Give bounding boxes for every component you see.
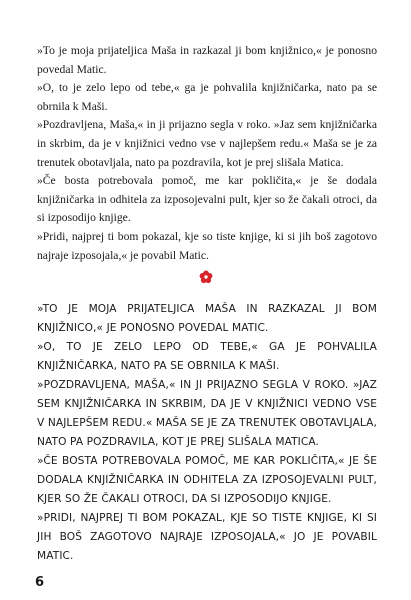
paragraph: »PRIDI, NAJPREJ TI BOM POKAZAL, KJE SO TISTE KNJIGE, KI SI JIH BOŠ ZAGOTOVO NAJRAJE IZPOSOJALA,« JO JE POVABIL MATIC. [37, 512, 377, 562]
serif-text-section [37, 42, 377, 265]
paragraph: »O, TO JE ZELO LEPO OD TEBE,« GA JE POHVALILA KNJIŽNIČARKA, NATO PA SE OBRNILA K MAŠI. [37, 341, 377, 372]
paragraph: »ČE BOSTA POTREBOVALA POMOČ, ME KAR POKLIČITA,« JE ŠE DODALA KNJIŽNIČARKA IN ODHITELA ZA IZPOSOJEVALNI PULT, KJER SO ŽE ČAKALI OTROCI, DA SI IZPOSODIJO KNJIGE. [37, 455, 377, 505]
paragraph: »Pozdravljena, Maša,« in ji prijazno segla v roko. »Jaz sem knjižničarka in skrbim, da je v knjižnici vedno vse v najlepšem redu.« Maša se je za trenutek obotavljala, nato pa pozdravila, kot je prej slišala Matica. [37, 118, 377, 169]
paragraph: »Pridi, najprej ti bom pokazal, kje so tiste knjige, ki si jih boš zagotovo najraje izposojala,« je povabil Matic. [37, 229, 377, 262]
paragraph: »TO JE MOJA PRIJATELJICA MAŠA IN RAZKAZAL JI BOM KNJIŽNICO,« JE PONOSNO POVEDAL MATIC. [37, 303, 377, 334]
flower-icon [199, 270, 213, 284]
paragraph: »To je moja prijateljica Maša in razkazal ji bom knjižnico,« je ponosno povedal Matic. [37, 44, 377, 76]
page-number: 6 [35, 575, 45, 590]
paragraph: »Če bosta potrebovala pomoč, me kar pokličita,« je še dodala knjižničarka in odhitela za izposojevalni pult, kjer so že čakali otroci, da si izposodijo knjige. [37, 174, 377, 225]
paragraph: »POZDRAVLJENA, MAŠA,« IN JI PRIJAZNO SEGLA V ROKO. »JAZ SEM KNJIŽNIČARKA IN SKRBIM, DA JE V KNJIŽNICI VEDNO VSE V NAJLEPŠEM REDU.« MAŠA SE JE ZA TRENUTEK OBOTAVLJALA, NATO PA POZDRAVILA, KOT JE PREJ SLIŠALA MATICA. [37, 379, 377, 448]
uppercase-text-section [37, 300, 377, 566]
paragraph: »O, to je zelo lepo od tebe,« ga je pohvalila knjižničarka, nato pa se obrnila k Maši. [37, 81, 377, 113]
